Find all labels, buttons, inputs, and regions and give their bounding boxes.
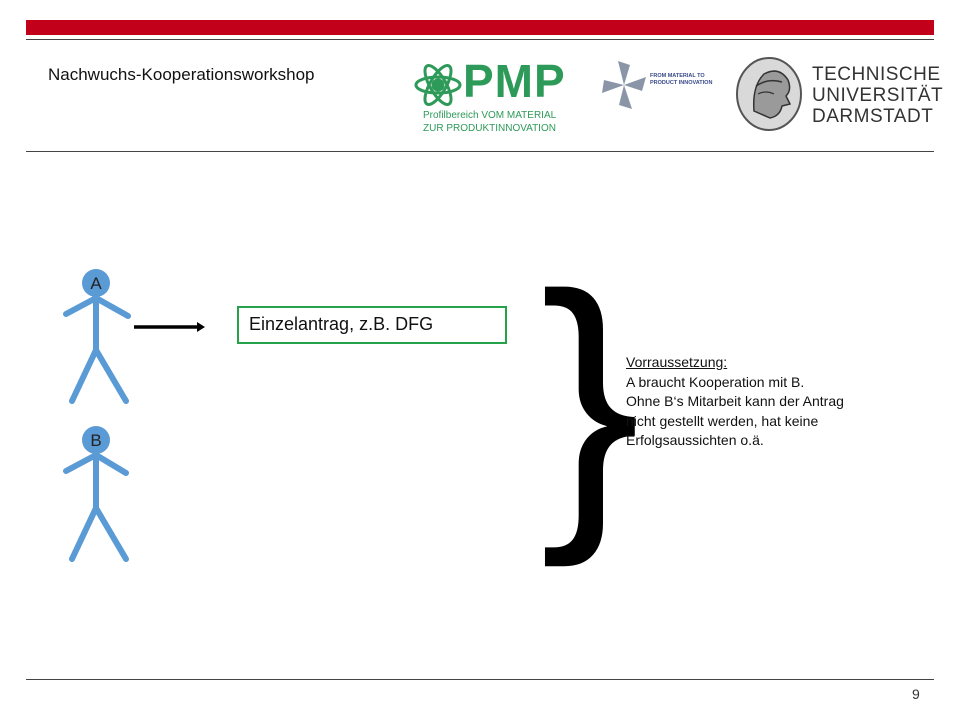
pmp-logo-subtitle-1: Profilbereich VOM MATERIAL xyxy=(423,110,557,121)
person-a-label: A xyxy=(90,274,102,293)
prerequisite-heading: Vorraussetzung: xyxy=(626,354,728,370)
person-b-label: B xyxy=(90,431,102,450)
workshop-title: Nachwuchs-Kooperationsworkshop xyxy=(48,65,315,84)
tud-wordmark-line-3: DARMSTADT xyxy=(812,106,934,127)
prerequisite-line-2: Ohne B‘s Mitarbeit kann der Antrag xyxy=(626,393,844,409)
prerequisite-line-3: nicht gestellt werden, hat keine xyxy=(626,412,819,429)
arrow-to-application xyxy=(134,322,205,332)
grouping-brace: } xyxy=(540,232,641,568)
footer-rule xyxy=(26,679,934,680)
person-a-figure xyxy=(66,295,128,401)
tud-wordmark-line-2: UNIVERSITÄT xyxy=(812,85,944,106)
prerequisite-line-1: A braucht Kooperation mit B. xyxy=(626,373,805,390)
pmp-logo-wordmark: PMP xyxy=(463,55,566,107)
material-logo-line-1: FROM MATERIAL TO xyxy=(650,73,705,79)
page-number: 9 xyxy=(912,686,920,702)
person-b-figure xyxy=(66,452,126,559)
tud-wordmark-line-1: TECHNISCHE xyxy=(812,64,941,85)
material-logo-line-2: PRODUCT INNOVATION xyxy=(650,80,713,86)
prerequisite-line-4: Erfolgsaussichten o.ä. xyxy=(626,432,764,448)
application-box: Einzelantrag, z.B. DFG xyxy=(237,306,507,344)
pmp-logo-subtitle-2: ZUR PRODUKTINNOVATION xyxy=(423,123,556,134)
prerequisite-text xyxy=(626,353,926,451)
